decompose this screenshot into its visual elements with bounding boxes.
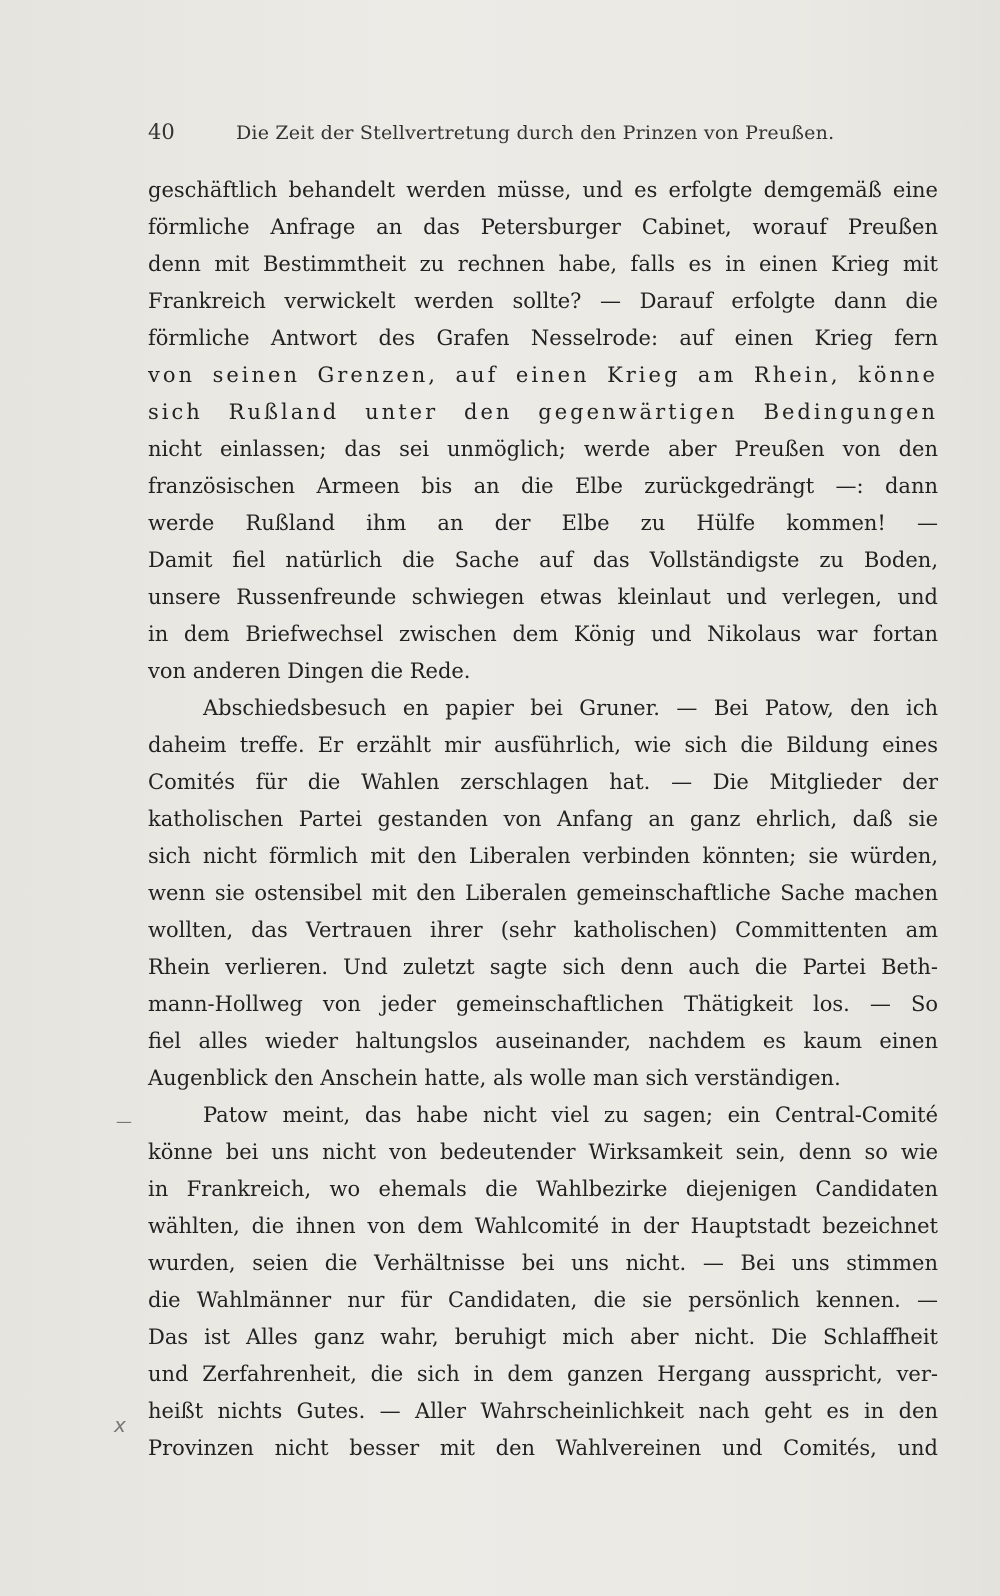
text-line: wollten, das Vertrauen ihrer (sehr katholischen) Committenten am xyxy=(148,918,938,942)
text-line: sich nicht förmlich mit den Liberalen verbinden könnten; sie würden, xyxy=(148,844,938,868)
text-line: heißt nichts Gutes. — Aller Wahrscheinlichkeit nach geht es in den xyxy=(148,1399,938,1423)
text-line: werde Rußland ihm an der Elbe zu Hülfe kommen! — xyxy=(148,511,938,535)
text-line: Rhein verlieren. Und zuletzt sagte sich denn auch die Partei Beth- xyxy=(148,955,938,979)
text-line: fiel alles wieder haltungslos auseinander, nachdem es kaum einen xyxy=(148,1029,938,1053)
text-line: von anderen Dingen die Rede. xyxy=(148,659,471,683)
running-head: Die Zeit der Stellvertretung durch den Prinzen von Preußen. xyxy=(236,122,835,144)
margin-dash-mark: — xyxy=(116,1112,132,1131)
text-line: Patow meint, das habe nicht viel zu sagen; ein Central-Comité xyxy=(203,1103,938,1127)
text-line: Frankreich verwickelt werden sollte? — Darauf erfolgte dann die xyxy=(148,289,938,313)
paragraph xyxy=(148,1097,938,1467)
margin-cross-mark: x xyxy=(114,1413,126,1437)
text-line: und Zerfahrenheit, die sich in dem ganzen Hergang ausspricht, ver- xyxy=(148,1362,938,1386)
text-line: daheim treffe. Er erzählt mir ausführlich, wie sich die Bildung eines xyxy=(148,733,938,757)
text-line: wählten, die ihnen von dem Wahlcomité in der Hauptstadt bezeichnet xyxy=(148,1214,938,1238)
text-line: geschäftlich behandelt werden müsse, und es erfolgte demgemäß eine xyxy=(148,178,938,202)
text-line: mann-Hollweg von jeder gemeinschaftlichen Thätigkeit los. — So xyxy=(148,992,938,1016)
text-line: könne bei uns nicht von bedeutender Wirksamkeit sein, denn so wie xyxy=(148,1140,938,1164)
paragraph xyxy=(148,172,938,690)
text-line: in Frankreich, wo ehemals die Wahlbezirke diejenigen Candidaten xyxy=(148,1177,938,1201)
text-line: in dem Briefwechsel zwischen dem König und Nikolaus war fortan xyxy=(148,622,938,646)
text-line: die Wahlmänner nur für Candidaten, die sie persönlich kennen. — xyxy=(148,1288,938,1312)
text-line: Augenblick den Anschein hatte, als wolle man sich verständigen. xyxy=(148,1066,841,1090)
text-line: förmliche Anfrage an das Petersburger Cabinet, worauf Preußen xyxy=(148,215,938,239)
text-line: denn mit Bestimmtheit zu rechnen habe, falls es in einen Krieg mit xyxy=(148,252,938,276)
text-line: Damit fiel natürlich die Sache auf das Vollständigste zu Boden, xyxy=(148,548,938,572)
text-line: förmliche Antwort des Grafen Nesselrode: auf einen Krieg fern xyxy=(148,326,938,350)
text-line: Das ist Alles ganz wahr, beruhigt mich aber nicht. Die Schlaffheit xyxy=(148,1325,938,1349)
text-line: wurden, seien die Verhältnisse bei uns nicht. — Bei uns stimmen xyxy=(148,1251,938,1275)
text-line: nicht einlassen; das sei unmöglich; werde aber Preußen von den xyxy=(148,437,938,461)
text-line: Provinzen nicht besser mit den Wahlvereinen und Comités, und xyxy=(148,1436,938,1460)
text-line: von seinen Grenzen, auf einen Krieg am Rhein, könne xyxy=(148,363,938,387)
text-line: unsere Russenfreunde schwiegen etwas kleinlaut und verlegen, und xyxy=(148,585,938,609)
text-line: sich Rußland unter den gegenwärtigen Bedingungen xyxy=(148,400,938,424)
text-line: Comités für die Wahlen zerschlagen hat. — Die Mitglieder der xyxy=(148,770,938,794)
text-line: wenn sie ostensibel mit den Liberalen gemeinschaftliche Sache machen xyxy=(148,881,938,905)
paragraph xyxy=(148,690,938,1097)
page-body xyxy=(148,172,938,1467)
text-line: Abschiedsbesuch en papier bei Gruner. — Bei Patow, den ich xyxy=(203,696,938,720)
text-line: katholischen Partei gestanden von Anfang an ganz ehrlich, daß sie xyxy=(148,807,938,831)
page-number: 40 xyxy=(148,120,175,144)
page-header xyxy=(148,120,860,150)
text-line: französischen Armeen bis an die Elbe zurückgedrängt —: dann xyxy=(148,474,938,498)
